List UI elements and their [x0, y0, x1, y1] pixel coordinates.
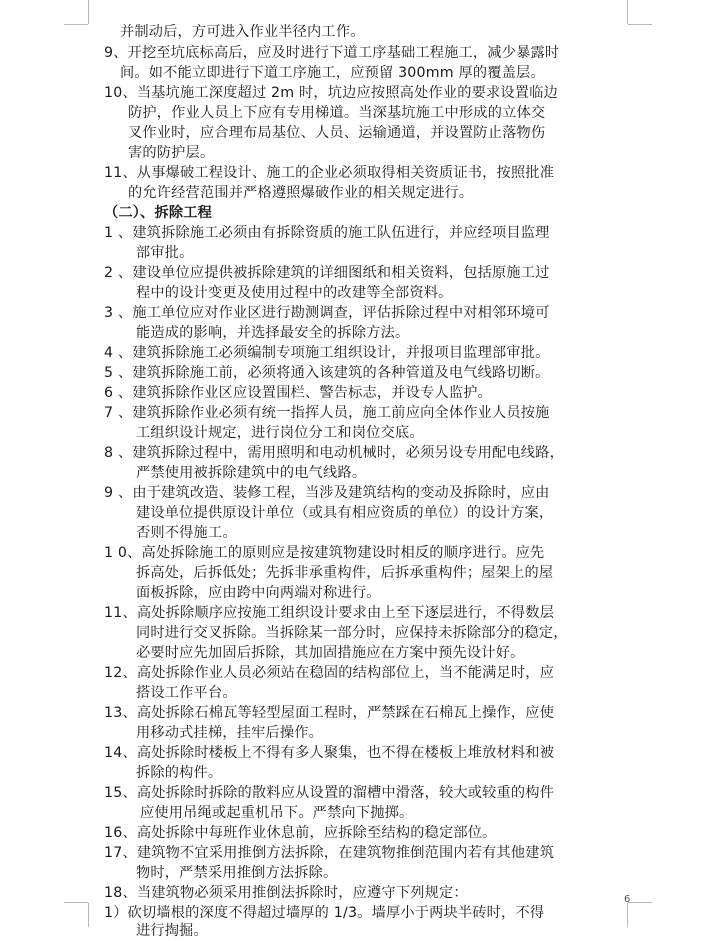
- text-line: 17、建筑物不宜采用推倒方法拆除，在建筑物推倒范围内若有其他建筑: [104, 845, 555, 861]
- text-line: 工组织设计规定，进行岗位分工和岗位交底。: [136, 425, 424, 441]
- text-line: 18、当建筑物必须采用推倒法拆除时，应遵守下列规定：: [104, 885, 468, 901]
- text-line: 11、高处拆除顺序应按施工组织设计要求由上至下逐层进行，不得数层: [104, 605, 555, 621]
- text-line: 部审批。: [136, 245, 194, 261]
- crop-mark-top-left-horizontal: [64, 24, 88, 25]
- text-line: 的允许经营范围并严格遵照爆破作业的相关规定进行。: [128, 185, 474, 201]
- page-number: 6: [624, 894, 631, 905]
- text-line: 16、高处拆除中每班作业休息前，应拆除至结构的稳定部位。: [104, 825, 497, 841]
- text-line: 防护，作业人员上下应有专用梯道。当深基坑施工中形成的立体交: [128, 105, 546, 121]
- text-line: 进行掏掘。: [136, 923, 208, 939]
- text-line: 2 、建设单位应提供被拆除建筑的详细图纸和相关资料，包括原施工过: [104, 265, 550, 281]
- text-line: 面板拆除，应由跨中向两端对称进行。: [136, 585, 381, 601]
- text-line: 7 、建筑拆除作业必须有统一指挥人员，施工前应向全体作业人员按施: [104, 405, 550, 421]
- crop-mark-top-right-horizontal: [628, 24, 652, 25]
- text-line: 否则不得施工。: [136, 525, 237, 541]
- text-line: 害的防护层。: [128, 145, 215, 161]
- text-line: 5 、建筑拆除施工前，必须将通入该建筑的各种管道及电气线路切断。: [104, 365, 550, 381]
- text-line: 6 、建筑拆除作业区应设置围栏、警告标志，并设专人监护。: [104, 385, 493, 401]
- text-line: 拆高处，后拆低处；先拆非承重构件，后拆承重构件；屋架上的屋: [136, 565, 554, 581]
- text-line: 拆除的构件。: [136, 765, 223, 781]
- text-line: 3 、施工单位应对作业区进行勘测调查，评估拆除过程中对相邻环境可: [104, 305, 550, 321]
- text-line: 1）砍切墙根的深度不得超过墙厚的 1/3。墙厚小于两块半砖时，不得: [104, 905, 545, 921]
- text-line: 15、高处拆除时拆除的散料应从设置的溜槽中滑落，较大或较重的构件: [104, 785, 555, 801]
- text-line: 搭设工作平台。: [136, 685, 237, 701]
- text-line: 同时进行交叉拆除。当拆除某一部分时，应保持未拆除部分的稳定，: [136, 625, 568, 641]
- text-line: 4 、建筑拆除施工必须编制专项施工组织设计，并报项目监理部审批。: [104, 345, 550, 361]
- text-line: 10、当基坑施工深度超过 2m 时，坑边应按照高处作业的要求设置临边: [104, 85, 558, 101]
- crop-mark-bottom-left-vertical: [88, 903, 89, 927]
- section-heading: （二）、拆除工程: [104, 205, 213, 221]
- crop-mark-bottom-left-horizontal: [64, 902, 88, 903]
- text-line: 13、高处拆除石棉瓦等轻型屋面工程时，严禁踩在石棉瓦上操作，应使: [104, 705, 555, 721]
- text-line: 用移动式挂梯，挂牢后操作。: [136, 725, 324, 741]
- text-line: 并制动后，方可进入作业半径内工作。: [120, 24, 365, 40]
- text-line: 1 0、高处拆除施工的原则应是按建筑物建设时相反的顺序进行。应先: [104, 545, 545, 561]
- crop-mark-bottom-right-horizontal: [628, 902, 652, 903]
- text-line: 9 、由于建筑改造、装修工程，当涉及建筑结构的变动及拆除时，应由: [104, 485, 550, 501]
- text-line: 能造成的影响，并选择最安全的拆除方法。: [136, 325, 410, 341]
- text-line: 物时，严禁采用推倒方法拆除。: [136, 865, 338, 881]
- text-line: 1 、建筑拆除施工必须由有拆除资质的施工队伍进行，并应经项目监理: [104, 225, 550, 241]
- text-line: 间。如不能立即进行下道工序施工，应预留 300mm 厚的覆盖层。: [120, 65, 545, 81]
- text-line: 严禁使用被拆除建筑中的电气线路。: [136, 465, 367, 481]
- text-line: 9、开挖至坑底标高后，应及时进行下道工序基础工程施工，减少暴露时: [104, 45, 560, 61]
- text-line: 叉作业时，应合理布局基位、人员、运输通道，并设置防止落物伤: [128, 125, 546, 141]
- text-line: 应使用吊绳或起重机吊下。严禁向下抛掷。: [140, 805, 414, 821]
- text-line: 14、高处拆除时楼板上不得有多人聚集，也不得在楼板上堆放材料和被: [104, 745, 555, 761]
- crop-mark-top-right-vertical: [627, 0, 628, 24]
- crop-mark-top-left-vertical: [88, 0, 89, 24]
- text-line: 建设单位提供原设计单位（或具有相应资质的单位）的设计方案，: [136, 505, 554, 521]
- text-line: 程中的设计变更及使用过程中的改建等全部资料。: [136, 285, 453, 301]
- text-line: 必要时应先加固后拆除，其加固措施应在方案中预先设计好。: [136, 645, 525, 661]
- text-line: 11、从事爆破工程设计、施工的企业必须取得相关资质证书，按照批准: [104, 165, 555, 181]
- text-line: 8 、建筑拆除过程中，需用照明和电动机械时，必须另设专用配电线路，: [104, 445, 564, 461]
- crop-mark-bottom-right-vertical: [627, 903, 628, 927]
- text-line: 12、高处拆除作业人员必须站在稳固的结构部位上，当不能满足时，应: [104, 665, 555, 681]
